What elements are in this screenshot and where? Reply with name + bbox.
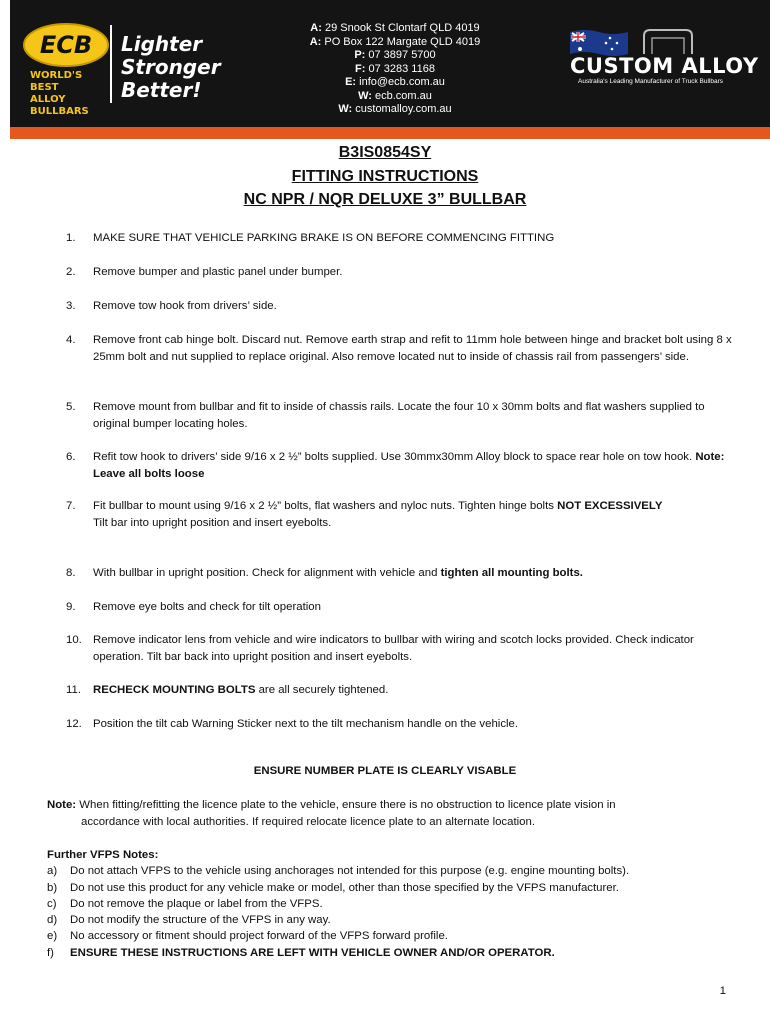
contact-line: P: 07 3897 5700 xyxy=(354,49,436,61)
step-text xyxy=(93,498,733,531)
bullbar-outline-icon xyxy=(640,26,696,56)
ecb-tagline xyxy=(30,70,110,118)
ecb-logo xyxy=(22,22,112,68)
vfps-note-text: ENSURE THESE INSTRUCTIONS ARE LEFT WITH VEHICLE OWNER AND/OR OPERATOR. xyxy=(70,946,555,959)
vfps-note-item xyxy=(47,896,737,912)
step-text xyxy=(93,632,733,665)
note-text-line-1: When fitting/refitting the licence plate to the vehicle, ensure there is no obstruction to licence plate vision in xyxy=(76,799,616,811)
step-text xyxy=(93,565,733,582)
step-number: 6. xyxy=(66,451,76,463)
vfps-note-item xyxy=(47,928,737,944)
vfps-note-letter: f) xyxy=(47,946,54,959)
custom-alloy-logo: CUSTOM ALLOY xyxy=(570,54,759,78)
step-text-run: MAKE SURE THAT VEHICLE PARKING BRAKE IS ON BEFORE COMMENCING FITTING xyxy=(93,232,555,244)
step-emphasis: NOT EXCESSIVELY xyxy=(557,500,663,512)
step-emphasis: RECHECK MOUNTING BOLTS xyxy=(93,684,256,696)
part-code: B3IS0854SY xyxy=(338,144,432,161)
step-text-run: Remove front cab hinge bolt. Discard nut. Remove earth strap and refit to 11mm hole between hinge and bracket bolt using 8 x 25mm bolt and nut supplied to replace original. Also remove located nut to inside of chassis rail from passengers’ side. xyxy=(93,334,732,363)
step-text xyxy=(93,298,733,315)
vfps-note-letter: e) xyxy=(47,930,58,943)
number-plate-warning: ENSURE NUMBER PLATE IS CLEARLY VISABLE xyxy=(253,765,517,777)
contact-line: F: 07 3283 1168 xyxy=(355,62,435,75)
step-text-run: Remove bumper and plastic panel under bumper. xyxy=(93,266,343,278)
step-text-run: Remove eye bolts and check for tilt operation xyxy=(93,601,321,613)
slogan-line-1: Lighter xyxy=(121,32,203,56)
custom-alloy-tagline: Australia's Leading Manufacturer of Truck Bullbars xyxy=(578,78,724,85)
header-divider xyxy=(110,25,112,103)
contact-line: A: 29 Snook St Clontarf QLD 4019 xyxy=(310,22,480,34)
step-number: 10. xyxy=(66,634,82,646)
contact-line: E: info@ecb.com.au xyxy=(345,76,445,88)
step-text xyxy=(93,682,733,699)
step-text xyxy=(93,716,733,733)
vfps-note-letter: a) xyxy=(47,865,58,878)
step-text xyxy=(93,230,733,247)
step-number: 4. xyxy=(66,334,76,346)
step-text xyxy=(93,264,733,281)
step-number: 9. xyxy=(66,601,76,613)
step-text-run: Refit tow hook to drivers’ side 9/16 x 2 ½” bolts supplied. Use 30mmx30mm Alloy block to space rear hole on tow hook. xyxy=(93,451,696,463)
vfps-note-text: Do not modify the structure of the VFPS in any way. xyxy=(70,914,331,927)
step-text-run: With bullbar in upright position. Check for alignment with vehicle and xyxy=(93,567,441,579)
step-text-run: Remove indicator lens from vehicle and wire indicators to bullbar with wiring and scotch locks provided. Check indicator operation. Tilt bar back into upright position and insert eyebolts. xyxy=(93,634,694,663)
vfps-note-text: Do not use this product for any vehicle make or model, other than those specified by the VFPS manufacturer. xyxy=(70,881,619,894)
vfps-note-letter: b) xyxy=(47,881,58,894)
step-number: 12. xyxy=(66,718,82,730)
step-number: 2. xyxy=(66,266,76,278)
step-number: 3. xyxy=(66,300,76,312)
step-text-run: Fit bullbar to mount using 9/16 x 2 ½” bolts, flat washers and nyloc nuts. Tighten hinge bolts xyxy=(93,500,558,512)
step-number: 5. xyxy=(66,401,76,413)
step-number: 7. xyxy=(66,500,76,512)
step-text xyxy=(93,599,733,616)
vfps-note-text: Do not remove the plaque or label from the VFPS. xyxy=(70,897,323,910)
vfps-note-letter: c) xyxy=(47,897,57,910)
document-title xyxy=(0,141,770,212)
ecb-tagline-1: WORLD'S BEST xyxy=(30,70,83,93)
contact-line: W: customalloy.com.au xyxy=(338,103,452,115)
contact-line: A: PO Box 122 Margate QLD 4019 xyxy=(309,35,481,48)
ecb-tagline-2: ALLOY BULLBARS xyxy=(30,94,89,117)
licence-plate-note xyxy=(47,797,727,828)
page-number: 1 xyxy=(719,985,726,997)
vfps-note-item xyxy=(47,945,737,961)
vfps-note-item xyxy=(47,880,737,896)
step-number: 8. xyxy=(66,567,76,579)
vfps-note-text: No accessory or fitment should project forward of the VFPS forward profile. xyxy=(70,930,448,943)
step-text-run: Position the tilt cab Warning Sticker next to the tilt mechanism handle on the vehicle. xyxy=(93,718,519,730)
step-text-run: Remove mount from bullbar and fit to inside of chassis rails. Locate the four 10 x 30mm bolts and flat washers supplied to original bumper locating holes. xyxy=(93,401,705,430)
step-text-run: Remove tow hook from drivers’ side. xyxy=(93,300,277,312)
contact-line: W: ecb.com.au xyxy=(358,89,432,102)
step-emphasis: Note: Leave all bolts loose xyxy=(93,451,725,480)
contact-block xyxy=(290,22,500,117)
title-subject: NC NPR / NQR DELUXE 3” BULLBAR xyxy=(243,191,527,208)
vfps-note-letter: d) xyxy=(47,914,58,927)
title-line: FITTING INSTRUCTIONS xyxy=(291,167,479,185)
ecb-logo-text: ECB xyxy=(39,31,93,59)
step-text-run: Tilt bar into upright position and insert eyebolts. xyxy=(93,516,332,529)
slogan xyxy=(121,33,221,102)
note-text-line-2: accordance with local authorities. If required relocate licence plate to an alternate location. xyxy=(81,815,535,828)
vfps-note-item xyxy=(47,912,737,928)
step-number: 1. xyxy=(66,232,76,244)
step-number: 11. xyxy=(66,684,81,696)
slogan-line-3: Better! xyxy=(121,78,202,102)
letterhead-accent-strip xyxy=(10,127,770,139)
step-text xyxy=(93,449,733,482)
step-text xyxy=(93,332,733,365)
step-text-run: are all securely tightened. xyxy=(255,684,389,696)
vfps-notes xyxy=(47,847,737,961)
vfps-notes-title: Further VFPS Notes: xyxy=(47,849,159,861)
step-text xyxy=(93,399,733,432)
slogan-line-2: Stronger xyxy=(121,55,221,79)
step-emphasis: tighten all mounting bolts. xyxy=(440,567,583,579)
note-label: Note: xyxy=(47,799,77,811)
vfps-note-item xyxy=(47,863,737,879)
vfps-note-text: Do not attach VFPS to the vehicle using anchorages not intended for this purpose (e.g. engine mounting bolts). xyxy=(70,865,630,878)
